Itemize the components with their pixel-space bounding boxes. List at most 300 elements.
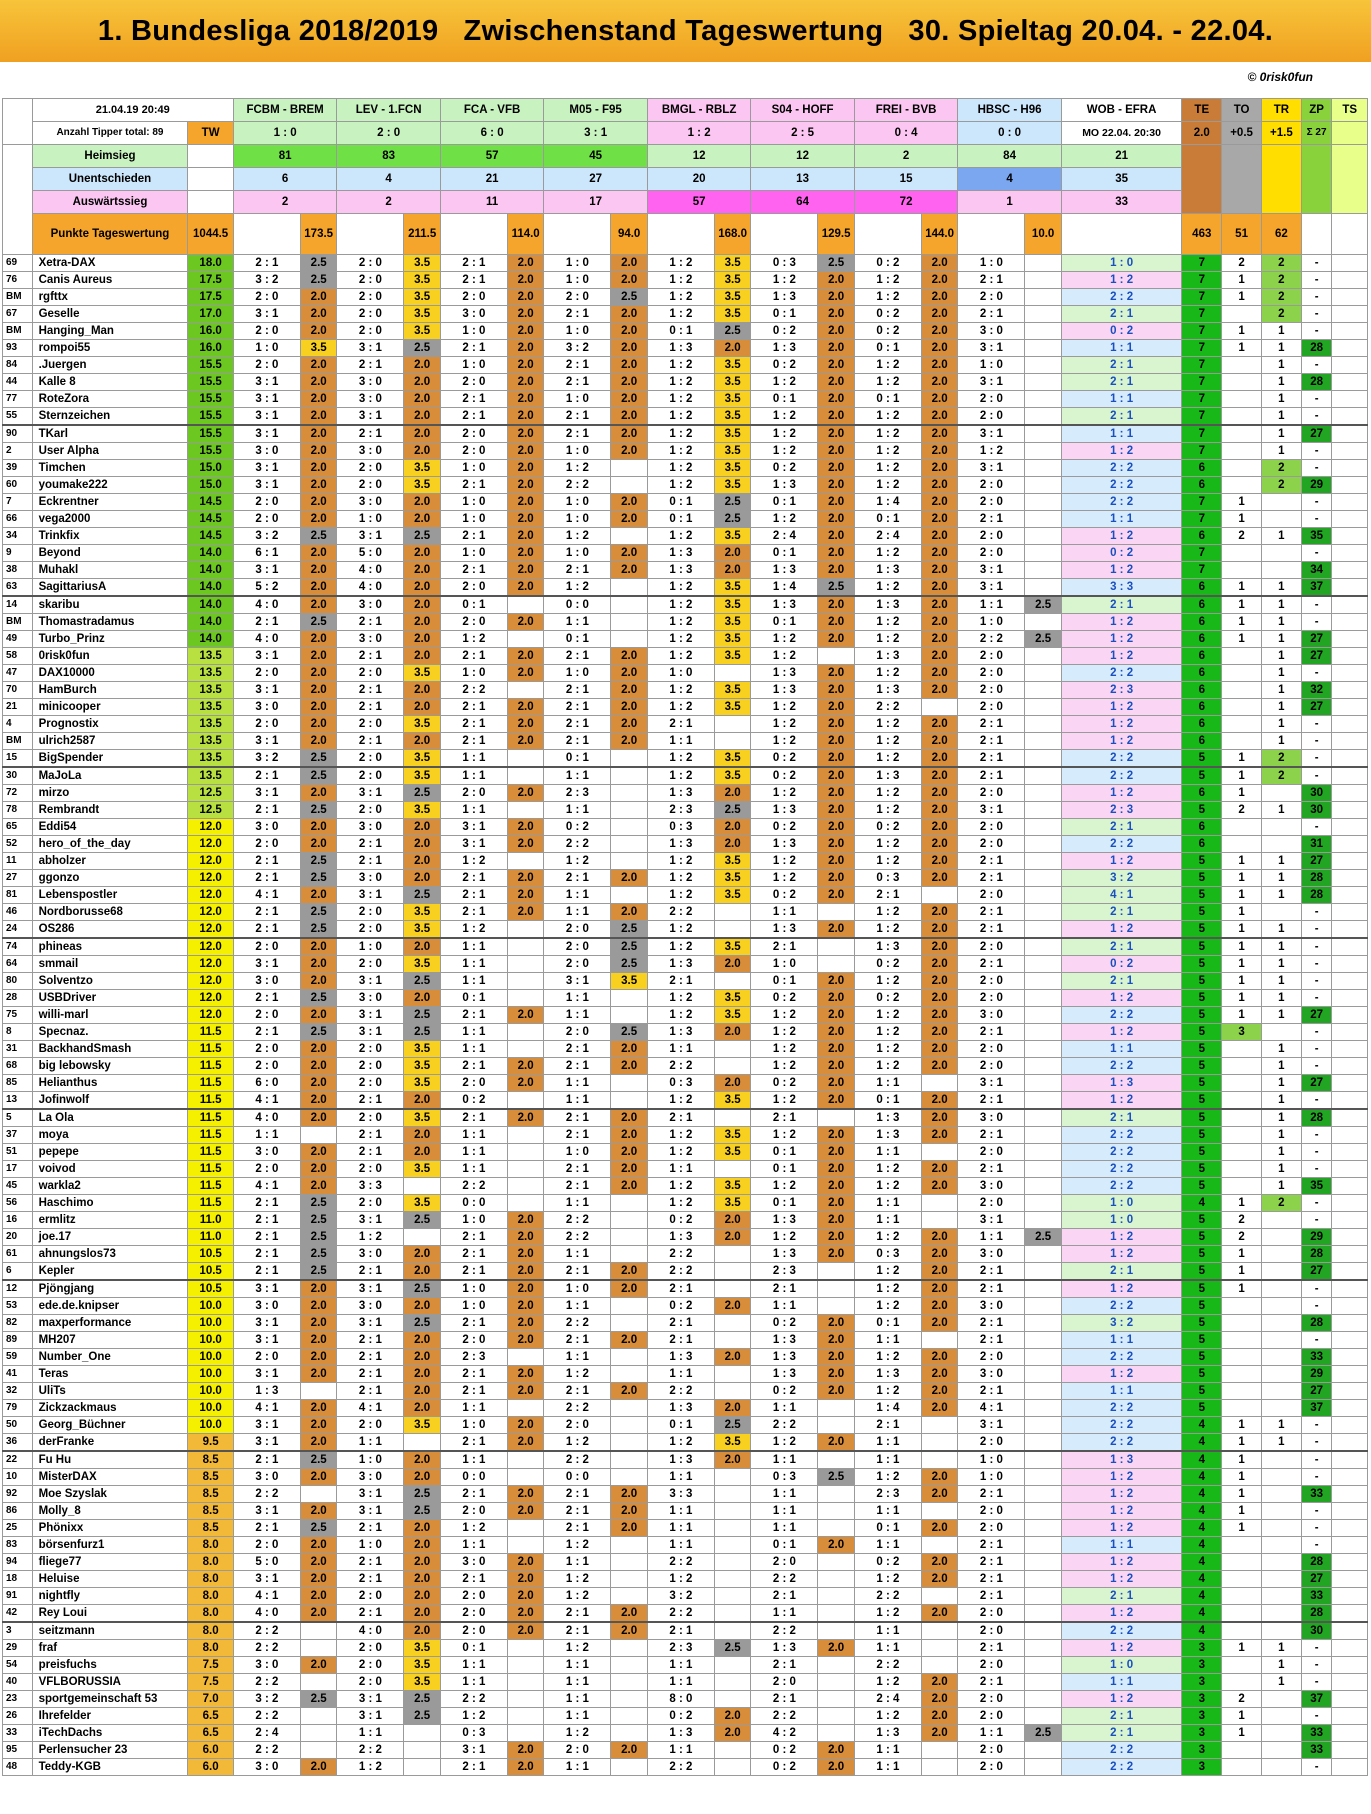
prediction: 3 : 0 [233, 819, 300, 836]
prediction-points: 2.5 [404, 1024, 440, 1041]
te-count: 4 [1182, 1451, 1222, 1469]
prediction-points [1025, 1537, 1061, 1554]
tipper-name: Eddi54 [32, 819, 188, 836]
prediction-points [1025, 340, 1061, 357]
prediction: 2 : 1 [233, 853, 300, 870]
prediction-points: 2.0 [300, 374, 336, 391]
prediction-points: 2.0 [921, 733, 957, 750]
prediction: 0 : 2 [751, 750, 818, 768]
prediction-points [507, 1178, 543, 1195]
prediction: 3 : 0 [233, 1469, 300, 1486]
prediction-points: 3.5 [714, 699, 750, 716]
prediction: 2 : 1 [958, 904, 1025, 921]
prediction: 2 : 2 [233, 1674, 300, 1691]
prediction: 1 : 1 [544, 802, 611, 819]
prediction-points: 2.0 [818, 887, 854, 904]
prediction-points [507, 682, 543, 699]
prediction-open: 1 : 2 [1061, 733, 1182, 750]
tipper-name: big lebowsky [32, 1058, 188, 1075]
prediction: 1 : 3 [751, 562, 818, 579]
prediction-points: 2.5 [714, 494, 750, 511]
tipp-nr: 56 [3, 1195, 33, 1212]
prediction-points [1025, 1092, 1061, 1110]
prediction: 2 : 1 [544, 1520, 611, 1537]
prediction: 4 : 0 [233, 1109, 300, 1127]
tr-count [1261, 904, 1301, 921]
ts-value [1332, 956, 1368, 973]
prediction: 3 : 1 [233, 956, 300, 973]
prediction: 2 : 2 [647, 1759, 714, 1776]
prediction-points: 3.5 [714, 528, 750, 545]
prediction-points [611, 1469, 647, 1486]
prediction-points: 3.5 [404, 956, 440, 973]
prediction-points: 3.5 [404, 460, 440, 477]
tipp-nr: 76 [3, 272, 33, 289]
prediction-points: 2.0 [300, 1161, 336, 1178]
to-count [1222, 682, 1262, 699]
prediction-points [1025, 323, 1061, 340]
tr-count: 1 [1261, 648, 1301, 665]
prediction-points: 2.5 [404, 1212, 440, 1229]
ts-value [1332, 1708, 1368, 1725]
te-count: 3 [1182, 1674, 1222, 1691]
stat-count: 27 [544, 168, 648, 191]
prediction: 2 : 1 [958, 272, 1025, 289]
prediction: 2 : 0 [337, 956, 404, 973]
tipp-nr: 38 [3, 562, 33, 579]
prediction-points: 2.0 [611, 1503, 647, 1520]
tr-count: 2 [1261, 750, 1301, 768]
prediction-points: 2.0 [404, 1144, 440, 1161]
prediction: 2 : 1 [958, 1161, 1025, 1178]
tipper-name: Teras [32, 1366, 188, 1383]
prediction-points: 2.0 [921, 1246, 957, 1263]
prediction-points: 2.0 [921, 1298, 957, 1315]
prediction-points: 3.5 [714, 272, 750, 289]
tipper-name: Prognostix [32, 716, 188, 733]
tipper-name: Rey Loui [32, 1605, 188, 1623]
prediction-points: 2.0 [818, 1640, 854, 1657]
prediction-points [714, 716, 750, 733]
prediction: 2 : 1 [958, 1588, 1025, 1605]
zp-value: - [1301, 289, 1332, 306]
tr-count [1261, 1486, 1301, 1503]
te-count: 7 [1182, 374, 1222, 391]
prediction-points [611, 887, 647, 904]
tipp-nr-header [3, 99, 33, 145]
prediction: 1 : 2 [647, 648, 714, 665]
prediction-points: 2.0 [507, 1332, 543, 1349]
zp-value: 28 [1301, 1109, 1332, 1127]
prediction-points: 2.0 [507, 819, 543, 836]
to-count [1222, 648, 1262, 665]
tipper-name: sportgemeinschaft 53 [32, 1691, 188, 1708]
prediction: 1 : 2 [647, 750, 714, 768]
tipper-name: willi-marl [32, 1007, 188, 1024]
tw-score: 14.5 [188, 494, 234, 511]
prediction-points: 2.0 [921, 973, 957, 990]
prediction: 1 : 1 [544, 1657, 611, 1674]
prediction-points: 2.0 [507, 1503, 543, 1520]
prediction: 2 : 0 [544, 956, 611, 973]
prediction-points: 2.0 [507, 614, 543, 631]
prediction: 0 : 1 [440, 596, 507, 614]
prediction: 1 : 1 [854, 1195, 921, 1212]
prediction: 1 : 2 [647, 682, 714, 699]
to-count: 1 [1222, 1520, 1262, 1537]
prediction-points: 3.5 [404, 1674, 440, 1691]
to-count [1222, 1674, 1262, 1691]
prediction-points [1025, 1674, 1061, 1691]
zp-value: - [1301, 1024, 1332, 1041]
to-label [1222, 145, 1262, 214]
prediction-points [1025, 357, 1061, 374]
prediction-open: 2 : 2 [1061, 494, 1182, 511]
prediction-points: 2.0 [404, 1469, 440, 1486]
prediction-points: 2.0 [818, 391, 854, 408]
prediction-open: 2 : 1 [1061, 1109, 1182, 1127]
prediction-points [1025, 1759, 1061, 1776]
prediction-points [818, 1674, 854, 1691]
prediction: 1 : 2 [751, 1041, 818, 1058]
prediction-points [1025, 1246, 1061, 1263]
prediction: 2 : 0 [958, 1605, 1025, 1623]
prediction: 2 : 1 [337, 699, 404, 716]
prediction: 1 : 2 [854, 443, 921, 460]
tipp-nr: 45 [3, 1178, 33, 1195]
prediction: 1 : 4 [751, 579, 818, 597]
stat-count: 21 [440, 168, 543, 191]
prediction: 1 : 2 [647, 460, 714, 477]
prediction: 0 : 1 [854, 511, 921, 528]
prediction-open: 2 : 2 [1061, 1742, 1182, 1759]
tipper-name: Fu Hu [32, 1451, 188, 1469]
tr-count: 1 [1261, 1434, 1301, 1452]
ts-value [1332, 1092, 1368, 1110]
prediction: 2 : 0 [544, 1742, 611, 1759]
zp-value: - [1301, 596, 1332, 614]
prediction: 2 : 1 [233, 921, 300, 939]
tipp-nr: 65 [3, 819, 33, 836]
prediction-open: 2 : 2 [1061, 1178, 1182, 1195]
prediction-points [921, 1195, 957, 1212]
prediction: 1 : 1 [440, 1144, 507, 1161]
prediction: 2 : 2 [544, 1212, 611, 1229]
prediction: 1 : 2 [647, 1195, 714, 1212]
tipp-nr: 10 [3, 1469, 33, 1486]
tipper-name: MisterDAX [32, 1469, 188, 1486]
prediction: 2 : 0 [440, 443, 507, 460]
prediction: 0 : 2 [751, 357, 818, 374]
tw-score: 8.5 [188, 1486, 234, 1503]
prediction: 2 : 1 [958, 921, 1025, 939]
zp-value: 37 [1301, 579, 1332, 597]
to-count: 1 [1222, 631, 1262, 648]
prediction: 2 : 1 [440, 870, 507, 887]
tw-score: 8.0 [188, 1571, 234, 1588]
prediction-points [1025, 921, 1061, 939]
prediction-points [818, 1280, 854, 1298]
zp-value: - [1301, 956, 1332, 973]
te-count: 5 [1182, 1178, 1222, 1195]
to-count: 1 [1222, 340, 1262, 357]
prediction-points: 2.5 [300, 767, 336, 785]
prediction-points: 2.0 [818, 1366, 854, 1383]
prediction: 0 : 2 [544, 819, 611, 836]
prediction: 2 : 0 [544, 1024, 611, 1041]
prediction-points: 2.0 [921, 1469, 957, 1486]
tipp-nr: 17 [3, 1161, 33, 1178]
prediction-points: 3.5 [404, 323, 440, 340]
tipper-name: Turbo_Prinz [32, 631, 188, 648]
prediction-points [921, 699, 957, 716]
tipper-name: Sternzeichen [32, 408, 188, 426]
te-count: 5 [1182, 956, 1222, 973]
prediction: 1 : 1 [958, 596, 1025, 614]
zp-value: 27 [1301, 853, 1332, 870]
prediction-points: 2.0 [611, 904, 647, 921]
prediction: 1 : 0 [440, 460, 507, 477]
prediction-points: 2.0 [818, 836, 854, 853]
prediction: 2 : 1 [440, 699, 507, 716]
prediction: 3 : 1 [233, 1503, 300, 1520]
prediction: 0 : 3 [647, 819, 714, 836]
prediction: 2 : 0 [337, 1041, 404, 1058]
stat-count: 11 [440, 191, 543, 214]
prediction: 1 : 1 [337, 1725, 404, 1742]
prediction: 1 : 1 [544, 1075, 611, 1092]
prediction: 2 : 1 [647, 1622, 714, 1640]
zp-value: - [1301, 511, 1332, 528]
tr-count: 1 [1261, 1058, 1301, 1075]
prediction-points: 2.0 [507, 323, 543, 340]
prediction-points: 2.0 [507, 340, 543, 357]
match-result: 0 : 0 [958, 122, 1061, 145]
tr-count: 1 [1261, 1640, 1301, 1657]
tr-count: 1 [1261, 716, 1301, 733]
prediction: 2 : 0 [544, 1417, 611, 1434]
te-count: 5 [1182, 1366, 1222, 1383]
prediction: 0 : 1 [854, 1092, 921, 1110]
prediction-points: 2.0 [404, 836, 440, 853]
tipp-nr: 95 [3, 1742, 33, 1759]
prediction-points: 2.0 [921, 511, 957, 528]
prediction-open: 2 : 1 [1061, 1263, 1182, 1281]
to-count: 2 [1222, 1691, 1262, 1708]
to-count: 1 [1222, 870, 1262, 887]
prediction: 2 : 2 [233, 1742, 300, 1759]
tw-score: 10.0 [188, 1298, 234, 1315]
prediction-points [714, 1657, 750, 1674]
prediction-points: 2.0 [611, 340, 647, 357]
to-count [1222, 1298, 1262, 1315]
tw-score: 15.5 [188, 425, 234, 443]
tipper-name: Georg_Büchner [32, 1417, 188, 1434]
zp-value: - [1301, 1127, 1332, 1144]
prediction: 1 : 1 [854, 1434, 921, 1452]
ts-value [1332, 1161, 1368, 1178]
prediction-points: 2.0 [300, 1417, 336, 1434]
prediction-points: 2.0 [714, 1451, 750, 1469]
prediction-open: 1 : 2 [1061, 562, 1182, 579]
zp-value: - [1301, 921, 1332, 939]
prediction-points [507, 1144, 543, 1161]
tipp-nr: 41 [3, 1366, 33, 1383]
prediction: 0 : 2 [854, 819, 921, 836]
te-count: 5 [1182, 990, 1222, 1007]
te-count: 7 [1182, 323, 1222, 340]
prediction-points: 2.5 [300, 1263, 336, 1281]
prediction-points [818, 938, 854, 956]
prediction-points: 2.0 [818, 1058, 854, 1075]
to-count [1222, 699, 1262, 716]
prediction: 2 : 2 [337, 1742, 404, 1759]
ts-value [1332, 1127, 1368, 1144]
prediction: 2 : 1 [440, 562, 507, 579]
zp-value: - [1301, 272, 1332, 289]
prediction: 1 : 3 [751, 340, 818, 357]
prediction-open: 1 : 2 [1061, 528, 1182, 545]
prediction-points: 2.0 [404, 699, 440, 716]
prediction: 3 : 1 [440, 1742, 507, 1759]
prediction: 2 : 0 [958, 682, 1025, 699]
prediction-points [714, 1691, 750, 1708]
prediction-points: 3.5 [404, 1657, 440, 1674]
prediction-points: 2.0 [818, 323, 854, 340]
ts-value [1332, 716, 1368, 733]
prediction-points: 2.0 [714, 1212, 750, 1229]
ts-value [1332, 1263, 1368, 1281]
prediction-points [507, 938, 543, 956]
ts-value [1332, 306, 1368, 323]
prediction: 0 : 1 [751, 1537, 818, 1554]
tw-score: 13.5 [188, 767, 234, 785]
zp-value: - [1301, 1759, 1332, 1776]
prediction-points: 2.0 [300, 579, 336, 597]
prediction-points: 2.0 [404, 870, 440, 887]
zp-value: - [1301, 1298, 1332, 1315]
ts-value [1332, 1691, 1368, 1708]
prediction: 1 : 2 [854, 665, 921, 682]
prediction: 1 : 1 [337, 1434, 404, 1452]
tipp-nr: 16 [3, 1212, 33, 1229]
prediction: 2 : 1 [958, 1280, 1025, 1298]
prediction-points [818, 1605, 854, 1623]
prediction: 2 : 0 [440, 579, 507, 597]
prediction: 1 : 0 [337, 938, 404, 956]
tipper-name: DAX10000 [32, 665, 188, 682]
prediction: 1 : 2 [544, 853, 611, 870]
zp-value: - [1301, 614, 1332, 631]
to-count: 1 [1222, 921, 1262, 939]
prediction: 1 : 2 [647, 306, 714, 323]
to-count [1222, 1554, 1262, 1571]
prediction-open: 2 : 2 [1061, 1349, 1182, 1366]
tipper-name: Thomastradamus [32, 614, 188, 631]
prediction: 1 : 3 [233, 1383, 300, 1400]
prediction-points: 3.5 [714, 357, 750, 374]
tr-count: 1 [1261, 408, 1301, 426]
tr-count [1261, 1400, 1301, 1417]
to-count: 2 [1222, 802, 1262, 819]
prediction: 0 : 2 [751, 460, 818, 477]
prediction-open: 1 : 2 [1061, 631, 1182, 648]
prediction-points [1025, 1622, 1061, 1640]
tw-score: 14.0 [188, 562, 234, 579]
prediction: 2 : 1 [440, 1571, 507, 1588]
zp-value: 30 [1301, 1622, 1332, 1640]
to-count: 1 [1222, 785, 1262, 802]
prediction: 1 : 0 [544, 443, 611, 460]
prediction: 2 : 1 [958, 306, 1025, 323]
tw-score: 12.0 [188, 938, 234, 956]
prediction: 1 : 1 [647, 1674, 714, 1691]
te-count: 7 [1182, 255, 1222, 272]
prediction: 1 : 4 [854, 494, 921, 511]
zp-value: - [1301, 1332, 1332, 1349]
zp-value: 33 [1301, 1588, 1332, 1605]
prediction: 2 : 2 [647, 1383, 714, 1400]
prediction: 2 : 2 [544, 1400, 611, 1417]
tr-count: 2 [1261, 460, 1301, 477]
prediction-points: 2.0 [300, 665, 336, 682]
prediction-points: 3.5 [404, 1109, 440, 1127]
prediction-open: 1 : 2 [1061, 1503, 1182, 1520]
prediction: 2 : 0 [958, 819, 1025, 836]
te-count: 6 [1182, 716, 1222, 733]
tipper-name: Trinkfix [32, 528, 188, 545]
tipper-name: seitzmann [32, 1622, 188, 1640]
blank [854, 214, 921, 255]
prediction-points: 2.0 [818, 1092, 854, 1110]
prediction: 1 : 1 [440, 1024, 507, 1041]
prediction: 2 : 1 [233, 1212, 300, 1229]
prediction: 1 : 1 [544, 1691, 611, 1708]
tipper-name: Haschimo [32, 1195, 188, 1212]
to-count: 1 [1222, 1263, 1262, 1281]
prediction: 1 : 2 [751, 1178, 818, 1195]
stat-count: 21 [1061, 145, 1182, 168]
prediction: 2 : 1 [958, 1315, 1025, 1332]
prediction: 2 : 1 [854, 887, 921, 904]
prediction: 2 : 0 [337, 272, 404, 289]
prediction: 1 : 1 [647, 1503, 714, 1520]
zp-value: - [1301, 938, 1332, 956]
ts-value [1332, 1041, 1368, 1058]
tw-score: 14.5 [188, 511, 234, 528]
prediction: 2 : 1 [544, 1127, 611, 1144]
prediction: 1 : 3 [854, 562, 921, 579]
zp-value: 34 [1301, 562, 1332, 579]
prediction: 2 : 0 [958, 289, 1025, 306]
to-count [1222, 562, 1262, 579]
prediction: 2 : 2 [958, 631, 1025, 648]
prediction: 2 : 0 [958, 1742, 1025, 1759]
prediction: 2 : 2 [647, 1246, 714, 1263]
prediction-points: 2.0 [921, 272, 957, 289]
prediction-points: 2.0 [714, 1024, 750, 1041]
prediction-points [1025, 1640, 1061, 1657]
tw-score: 14.0 [188, 545, 234, 562]
prediction: 1 : 0 [544, 511, 611, 528]
prediction-points: 2.0 [818, 425, 854, 443]
match-points: 173.5 [300, 214, 336, 255]
prediction: 3 : 2 [544, 340, 611, 357]
prediction-points: 2.0 [300, 1469, 336, 1486]
prediction: 3 : 1 [958, 1075, 1025, 1092]
tipp-nr: 22 [3, 1451, 33, 1469]
prediction-points [507, 990, 543, 1007]
